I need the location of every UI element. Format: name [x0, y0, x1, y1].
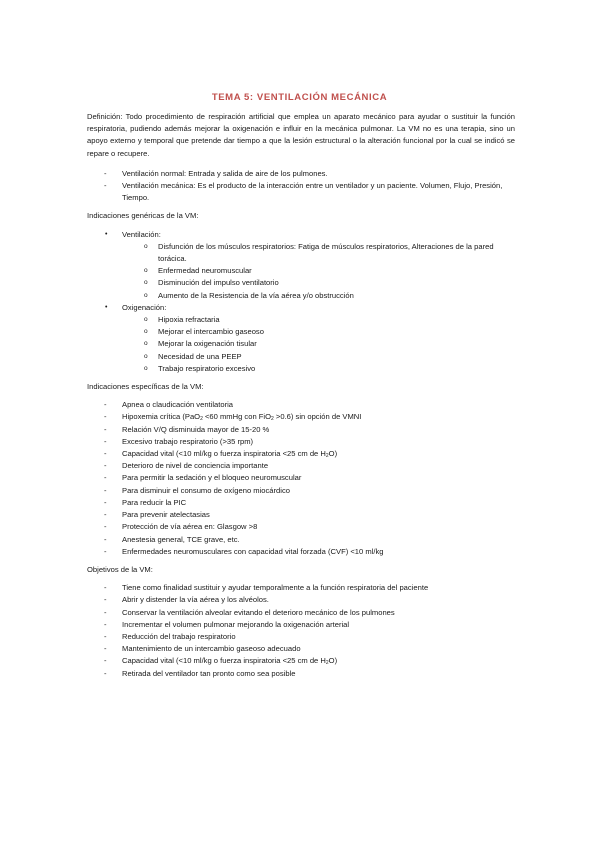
list-item: - Para disminuir el consumo de oxígeno miocárdico	[87, 485, 515, 497]
objectives-list	[87, 582, 515, 680]
ventilation-sublist	[87, 241, 515, 302]
list-item: - Abrir y distender la vía aérea y los alvéolos.	[87, 594, 515, 606]
generic-indications-list	[87, 229, 515, 375]
ventilation-label: Ventilación:	[122, 229, 161, 239]
list-item: o Hipoxia refractaria	[87, 314, 515, 326]
oxygenation-label: Oxigenación:	[122, 302, 167, 312]
oxygenation-sublist	[87, 314, 515, 375]
generic-indications-heading: Indicaciones genéricas de la VM:	[87, 211, 199, 221]
list-item	[87, 302, 515, 375]
list-item: o Disminución del impulso ventilatorio	[87, 277, 515, 289]
list-item: o Aumento de la Resistencia de la vía aérea y/o obstrucción	[87, 290, 515, 302]
list-item: - Para prevenir atelectasias	[87, 509, 515, 521]
list-item: - Excesivo trabajo respiratorio (>35 rpm)	[87, 436, 515, 448]
list-item: - Incrementar el volumen pulmonar mejorando la oxigenación arterial	[87, 619, 515, 631]
list-item: - Para reducir la PIC	[87, 497, 515, 509]
list-item: - Hipoxemia crítica (PaO$_2$ <60 mmHg con FiO$_2$ >0.6) sin opción de VMNI	[87, 411, 515, 423]
list-item: - Mantenimiento de un intercambio gaseoso adecuado	[87, 643, 515, 655]
list-item	[87, 229, 515, 302]
list-item: o Enfermedad neuromuscular	[87, 265, 515, 277]
list-item: o Mejorar la oxigenación tisular	[87, 338, 515, 350]
list-item: - Capacidad vital (<10 ml/kg o fuerza inspiratoria <25 cm de $H_2O$)	[87, 448, 515, 460]
specific-indications-list	[87, 399, 515, 558]
list-item: - Para permitir la sedación y el bloqueo neuromuscular	[87, 472, 515, 484]
list-item: - Apnea o claudicación ventilatoria	[87, 399, 515, 411]
list-item: - Relación V/Q disminuida mayor de 15-20 %	[87, 424, 515, 436]
page-title: TEMA 5: VENTILACIÓN MECÁNICA	[211, 92, 388, 103]
list-item: - Capacidad vital (<10 ml/kg o fuerza inspiratoria <25 cm de $H_2O$)	[87, 655, 515, 667]
list-item: - Ventilación mecánica: Es el producto de la interacción entre un ventilador y un paciente. Volumen, Flujo, Presión, Tiempo.	[87, 180, 515, 204]
list-item: - Retirada del ventilador tan pronto como sea posible	[87, 668, 515, 680]
list-item: o Trabajo respiratorio excesivo	[87, 363, 515, 375]
list-item: - Deterioro de nivel de conciencia importante	[87, 460, 515, 472]
list-item: - Conservar la ventilación alveolar evitando el deterioro mecánico de los pulmones	[87, 607, 515, 619]
ventilation-types-list	[87, 168, 515, 205]
list-item: - Protección de vía aérea en: Glasgow >8	[87, 521, 515, 533]
specific-indications-heading: Indicaciones específicas de la VM:	[87, 382, 204, 392]
objectives-heading: Objetivos de la VM:	[87, 564, 153, 574]
list-item: - Reducción del trabajo respiratorio	[87, 631, 515, 643]
list-item: - Tiene como finalidad sustituir y ayudar temporalmente a la función respiratoria del paciente	[87, 582, 515, 594]
list-item: - Anestesia general, TCE grave, etc.	[87, 534, 515, 546]
list-item: - Enfermedades neuromusculares con capacidad vital forzada (CVF) <10 ml/kg	[87, 546, 515, 558]
list-item: o Disfunción de los músculos respiratorios: Fatiga de músculos respiratorios, Alteraciones de la pared torácica.	[87, 241, 515, 265]
document-body	[87, 111, 515, 680]
list-item: - Ventilación normal: Entrada y salida de aire de los pulmones.	[87, 168, 515, 180]
definition-paragraph: Definición: Todo procedimiento de respiración artificial que emplea un aparato mecánico para ayudar o sustituir la función respiratoria, pudiendo además mejorar la oxigenación e influir en la mecánica pulmonar. La VM no es una terapia, sino un apoyo externo y temporal que pretende dar tiempo a que la lesión estructural o la alteración funcional por la cual se indicó se repare o recupere.	[87, 112, 515, 158]
list-item: o Necesidad de una PEEP	[87, 351, 515, 363]
list-item: o Mejorar el intercambio gaseoso	[87, 326, 515, 338]
